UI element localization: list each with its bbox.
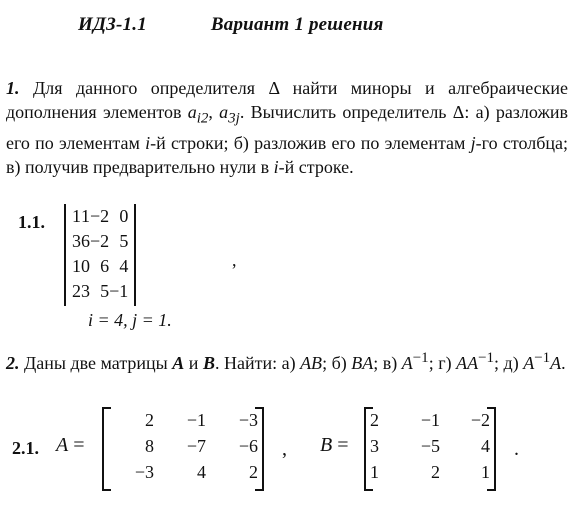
matrix-row: 2 −1 −3 — [145, 409, 258, 430]
assignment-code: ИДЗ-1.1 — [78, 14, 147, 35]
task-2-text: 2. Даны две матрицы A и B. Найти: а) AB; б) BA; в) $A^{-1}$; г) $AA^{-1}$; д) $A^{-1}A$. — [6, 350, 566, 373]
matrix-row: 8 −7 −6 — [145, 435, 258, 456]
matrix-end-period: . — [514, 438, 519, 460]
task-1-text: 1. Для данного определителя Δ найти миноры и алгебраические дополнения элементов $a_{i2}$, $a_{3j}$. Вычислить определитель Δ: а) разложив его по элементам i-й строки; б) разложив его по элементам j-го столбца; в) получив предварительно нули в i-й строке. — [6, 78, 569, 177]
matrix-row: 3 −5 4 — [370, 435, 490, 456]
problem-label-2-1: 2.1. — [12, 438, 39, 458]
det-row: 2 3 5 −1 — [72, 281, 129, 301]
matrix-row: 2 −1 −2 — [370, 409, 490, 430]
matrix-a-name: A = — [56, 434, 85, 456]
matrix-a-table — [108, 407, 258, 485]
condition-i-j: i = 4, j = 1. — [88, 310, 172, 330]
problem-label-1-1: 1.1. — [18, 212, 45, 232]
page-header — [78, 14, 383, 36]
matrix-b — [364, 407, 496, 487]
task-1-number: 1. — [6, 78, 20, 98]
det-row: 1 1 −2 0 — [72, 206, 129, 226]
matrix-b-table — [370, 407, 490, 485]
variant-title: Вариант 1 решения — [210, 14, 384, 35]
det-trailing-comma: , — [232, 250, 237, 270]
task-2-number: 2. — [6, 353, 20, 373]
det-row: 1 0 6 4 — [72, 256, 129, 276]
matrix-row: 1 2 1 — [370, 461, 490, 482]
matrix-a — [102, 407, 264, 487]
matrix-row: −3 4 2 — [134, 461, 258, 482]
determinant-table — [72, 204, 128, 304]
matrix-separator-comma: , — [282, 438, 287, 460]
matrix-b-name: B = — [320, 434, 349, 456]
determinant-bars — [64, 204, 136, 306]
det-row: 3 6 −2 5 — [72, 231, 129, 251]
